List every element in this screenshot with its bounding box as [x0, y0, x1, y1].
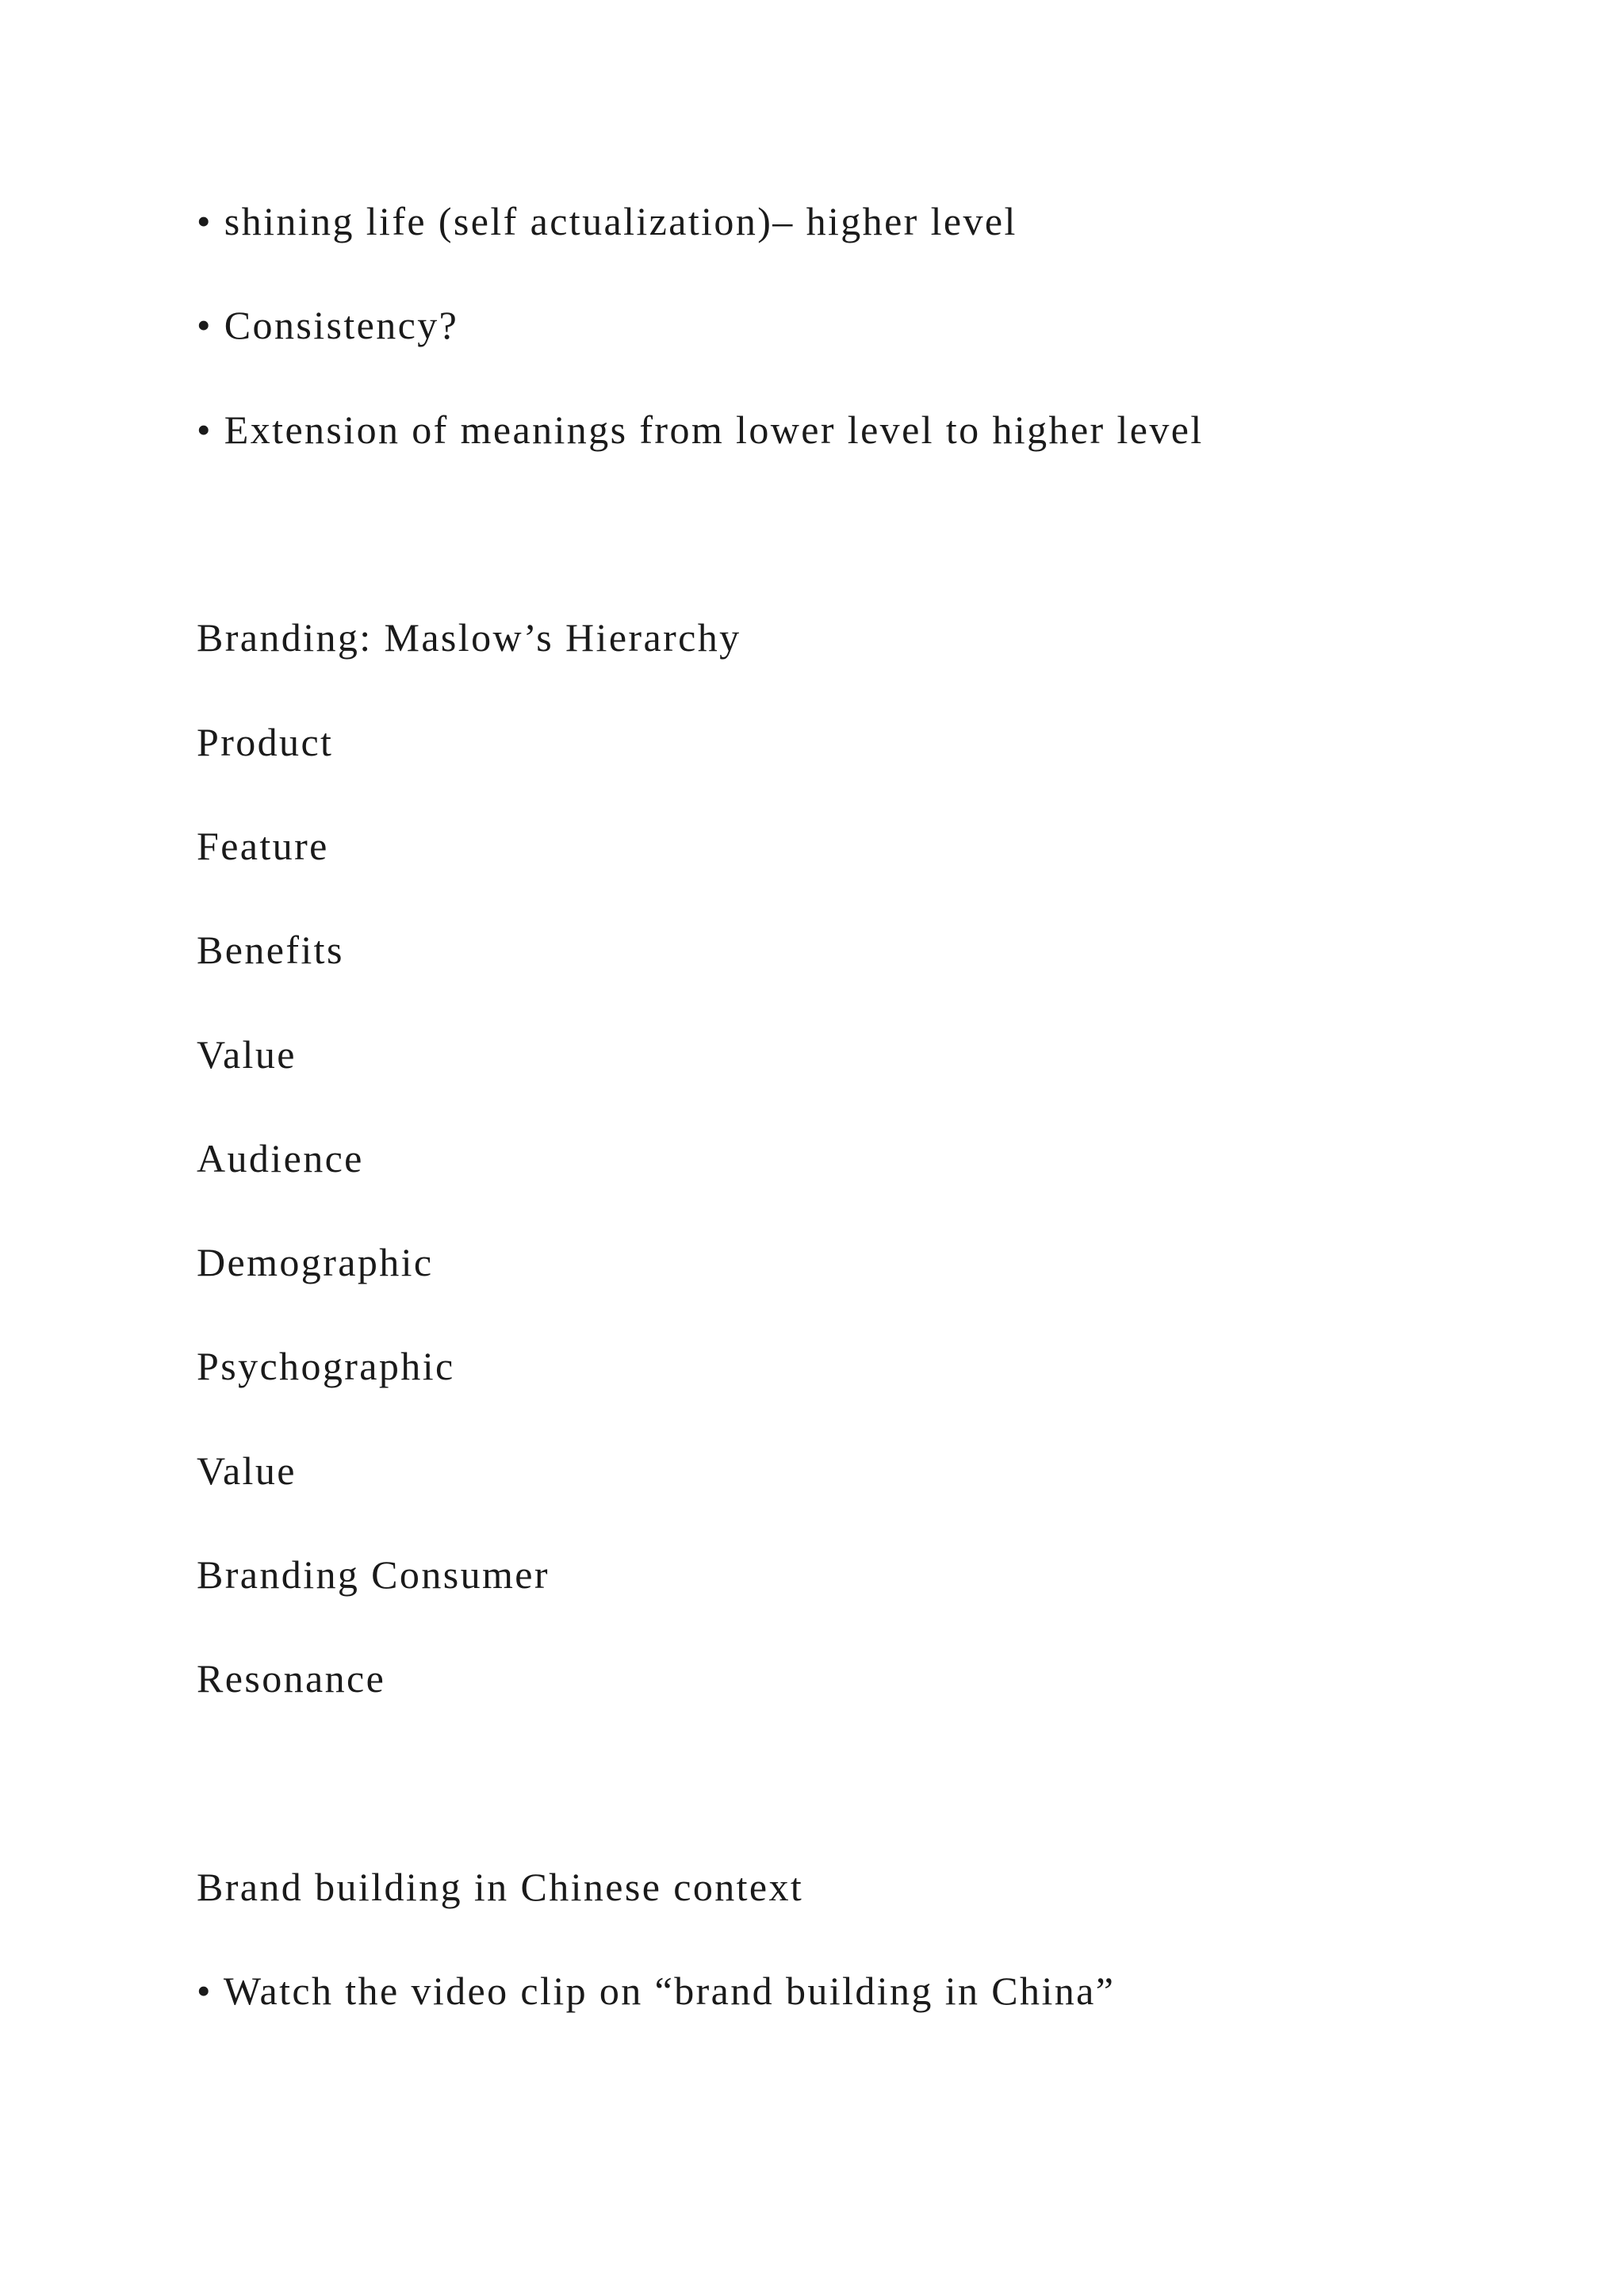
bullet-consistency: • Consistency? — [197, 303, 459, 347]
list-item-feature: Feature — [197, 824, 329, 868]
bullet-watch-video-clip: • Watch the video clip on “brand building in China” — [197, 1969, 1116, 2013]
list-item-audience: Audience — [197, 1136, 364, 1181]
list-item-psychographic: Psychographic — [197, 1344, 455, 1388]
bullet-extension-of-meanings: • Extension of meanings from lower level to higher level — [197, 408, 1204, 452]
list-item-value-2: Value — [197, 1448, 297, 1493]
list-item-value: Value — [197, 1032, 297, 1077]
list-item-resonance: Resonance — [197, 1656, 386, 1701]
list-item-benefits: Benefits — [197, 928, 344, 972]
bullet-shining-life: • shining life (self actualization)– higher level — [197, 199, 1017, 243]
section-title-branding: Branding: Maslow’s Hierarchy — [197, 615, 741, 660]
list-item-demographic: Demographic — [197, 1240, 434, 1284]
list-item-product: Product — [197, 720, 334, 764]
list-item-branding-consumer: Branding Consumer — [197, 1552, 550, 1597]
section-title-brand-building-china: Brand building in Chinese context — [197, 1865, 804, 1909]
